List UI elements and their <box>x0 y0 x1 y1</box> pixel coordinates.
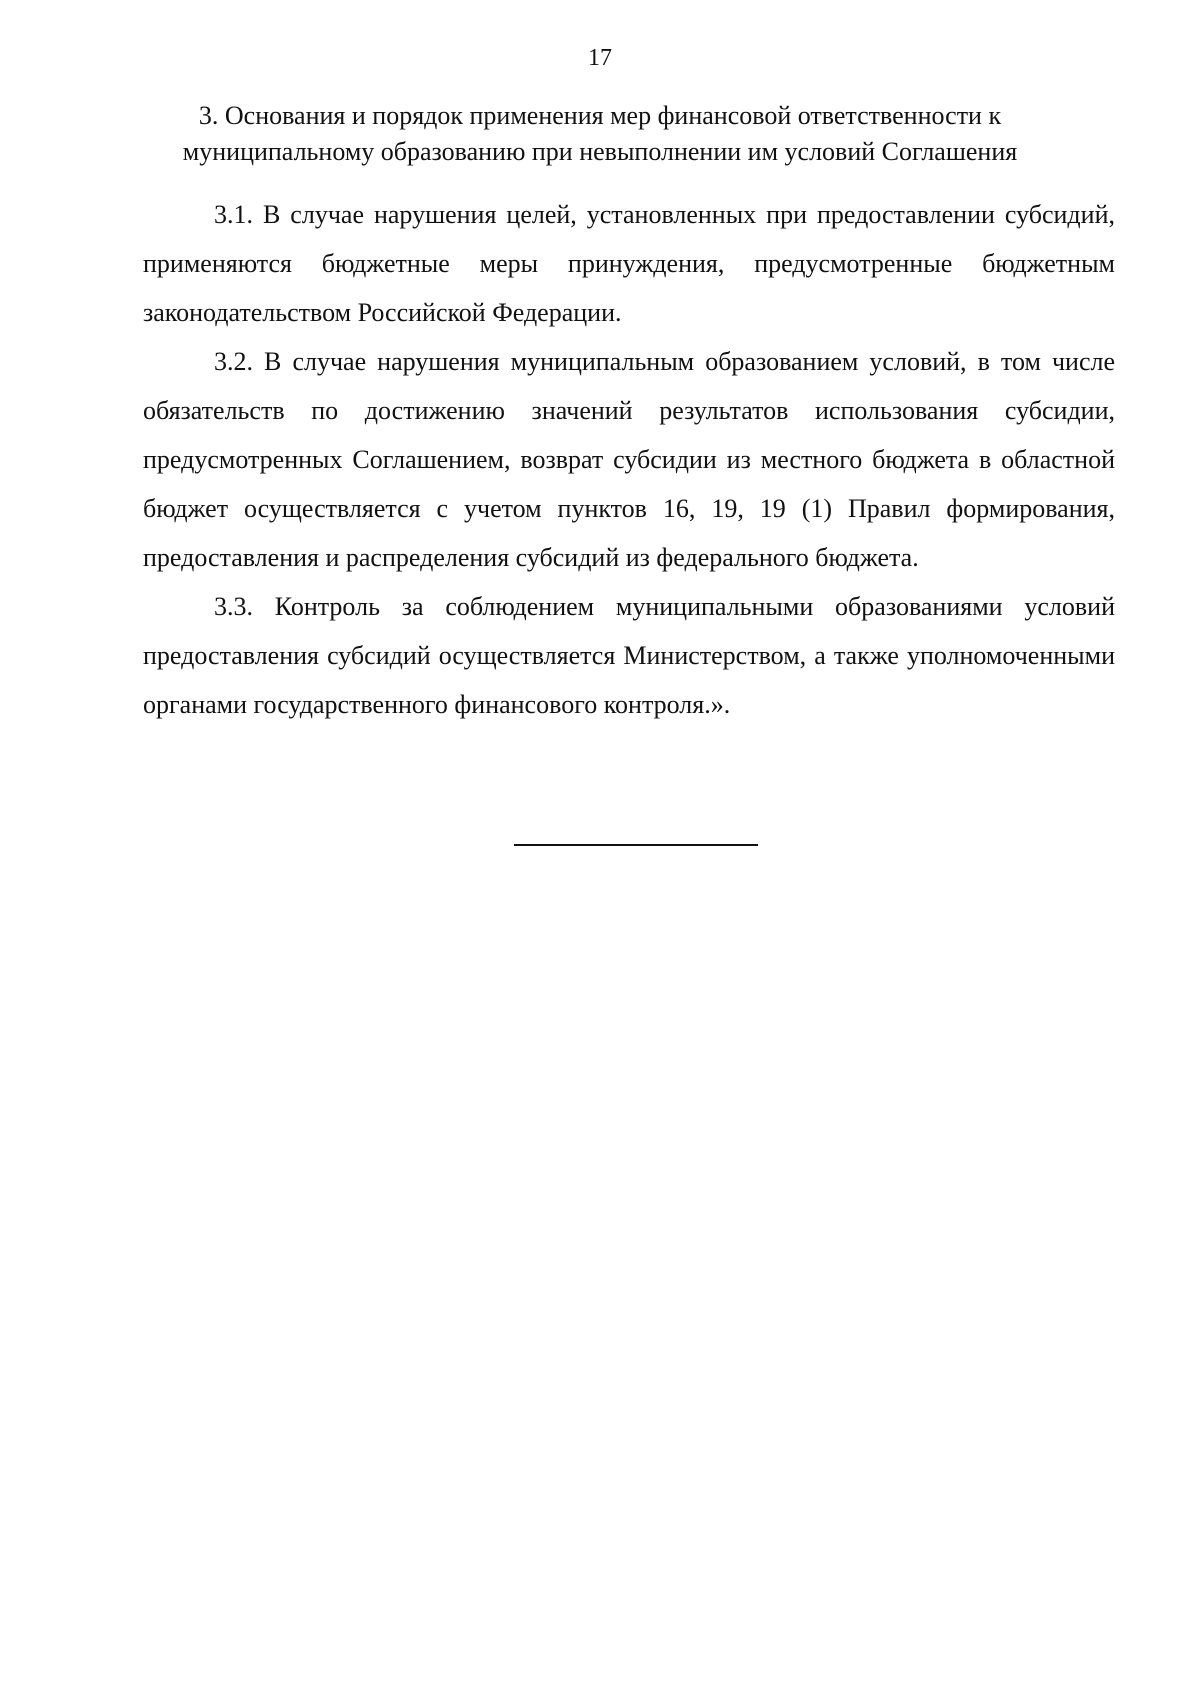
document-body <box>143 190 1115 729</box>
section-heading-line-2: муниципальному образованию при невыполнении им условий Соглашения <box>182 137 1018 166</box>
section-heading-line-1: 3. Основания и порядок применения мер финансовой ответственности к <box>198 101 1002 130</box>
paragraph-3-2: 3.2. В случае нарушения муниципальным образованием условий, в том числе обязательств по достижению значений результатов использования субсидии, предусмотренных Соглашением, возврат субсидии из местного бюджета в областной бюджет осуществляется с учетом пунктов 16, 19, 19 (1) Правил формирования, предоставления и распределения субсидий из федерального бюджета. <box>143 347 1115 572</box>
section-heading <box>140 98 1060 170</box>
paragraph-3-3: 3.3. Контроль за соблюдением муниципальными образованиями условий предоставления субсидий осуществляется Министерством, а также уполномоченными органами государственного финансового контроля.». <box>143 592 1115 719</box>
page-number: 17 <box>588 45 612 71</box>
paragraph-3-1: 3.1. В случае нарушения целей, установленных при предоставлении субсидий, применяются бюджетные меры принуждения, предусмотренные бюджетным законодательством Российской Федерации. <box>143 200 1115 327</box>
end-of-document-rule <box>514 844 758 846</box>
